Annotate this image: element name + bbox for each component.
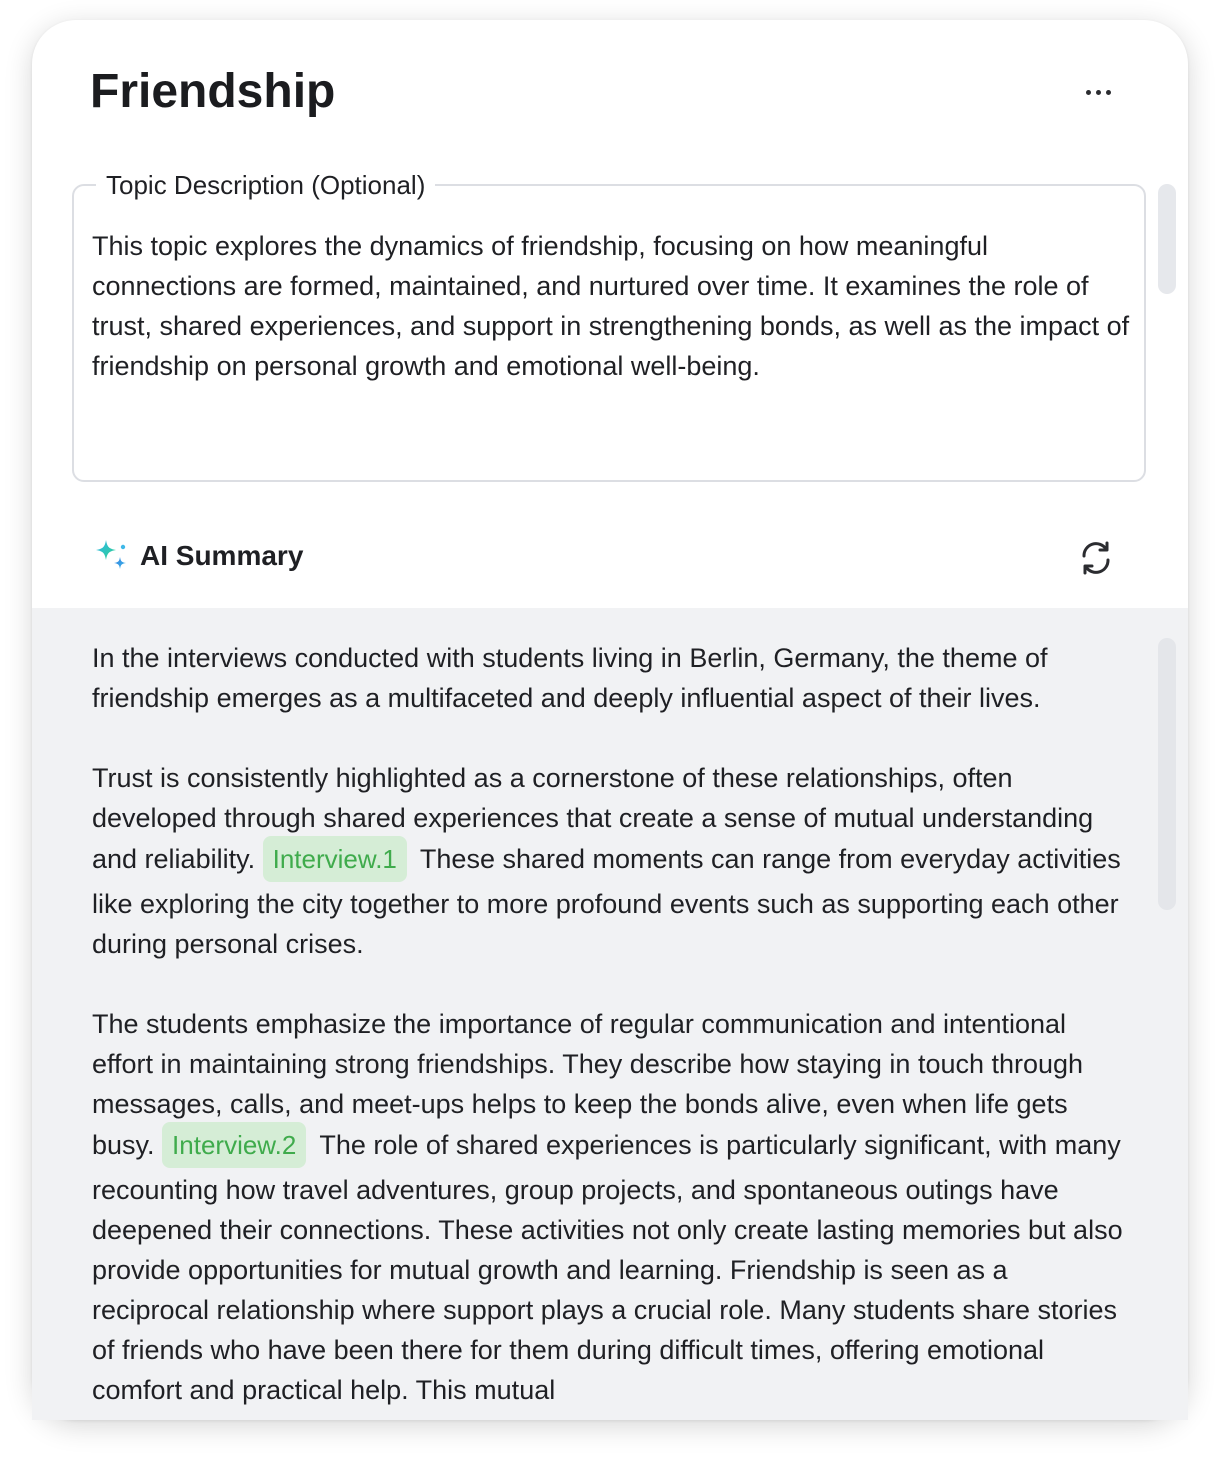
- topic-description-text[interactable]: This topic explores the dynamics of friendship, focusing on how meaningful connections are formed, maintained, and nurtured over time. It examines the role of trust, shared experiences, and support in strengthening bonds, as well as the impact of friendship on personal growth and emotional well-being.: [92, 231, 1130, 381]
- topic-card: [32, 20, 1188, 1420]
- summary-paragraph: Trust is consistently highlighted as a cornerstone of these relationships, often developed through shared experiences that create a sense of mutual understanding and reliability. Interview.1 These shared moments can range from everyday activities like exploring the city together to more profound events such as supporting each other during personal crises.: [92, 763, 1121, 959]
- topic-description-label: Topic Description (Optional): [96, 168, 435, 202]
- summary-paragraph: The students emphasize the importance of regular communication and intentional effort in maintaining strong friendships. They describe how staying in touch through messages, calls, and meet-ups helps to keep the bonds alive, even when life gets busy. Interview.2 The role of shared experiences is particularly significant, with many recounting how travel adventures, group projects, and spontaneous outings have deepened their connections. These activities not only create lasting memories but also provide opportunities for mutual growth and learning. Friendship is seen as a reciprocal relationship where support plays a crucial role. Many students share stories of friends who have been there for them during difficult times, offering emotional comfort and practical help. This mutual: [92, 1009, 1123, 1405]
- more-options-button[interactable]: [1072, 70, 1124, 114]
- ai-summary-text: [92, 638, 1132, 1405]
- ai-summary-panel: [32, 608, 1188, 1420]
- ai-summary-label: AI Summary: [140, 540, 304, 571]
- summary-scrollbar[interactable]: [1158, 638, 1176, 910]
- refresh-icon[interactable]: [1076, 538, 1116, 578]
- description-scrollbar[interactable]: [1158, 184, 1176, 294]
- more-horizontal-icon: [1086, 90, 1091, 95]
- sparkle-icon: [92, 536, 132, 576]
- citation-interview-2[interactable]: Interview.2: [162, 1122, 306, 1168]
- citation-interview-1[interactable]: Interview.1: [263, 836, 407, 882]
- topic-description-field[interactable]: [72, 170, 1146, 482]
- ai-summary-header: [92, 534, 303, 578]
- page-title: Friendship: [90, 65, 336, 118]
- summary-paragraph: In the interviews conducted with students living in Berlin, Germany, the theme of friendship emerges as a multifaceted and deeply influential aspect of their lives.: [92, 643, 1048, 713]
